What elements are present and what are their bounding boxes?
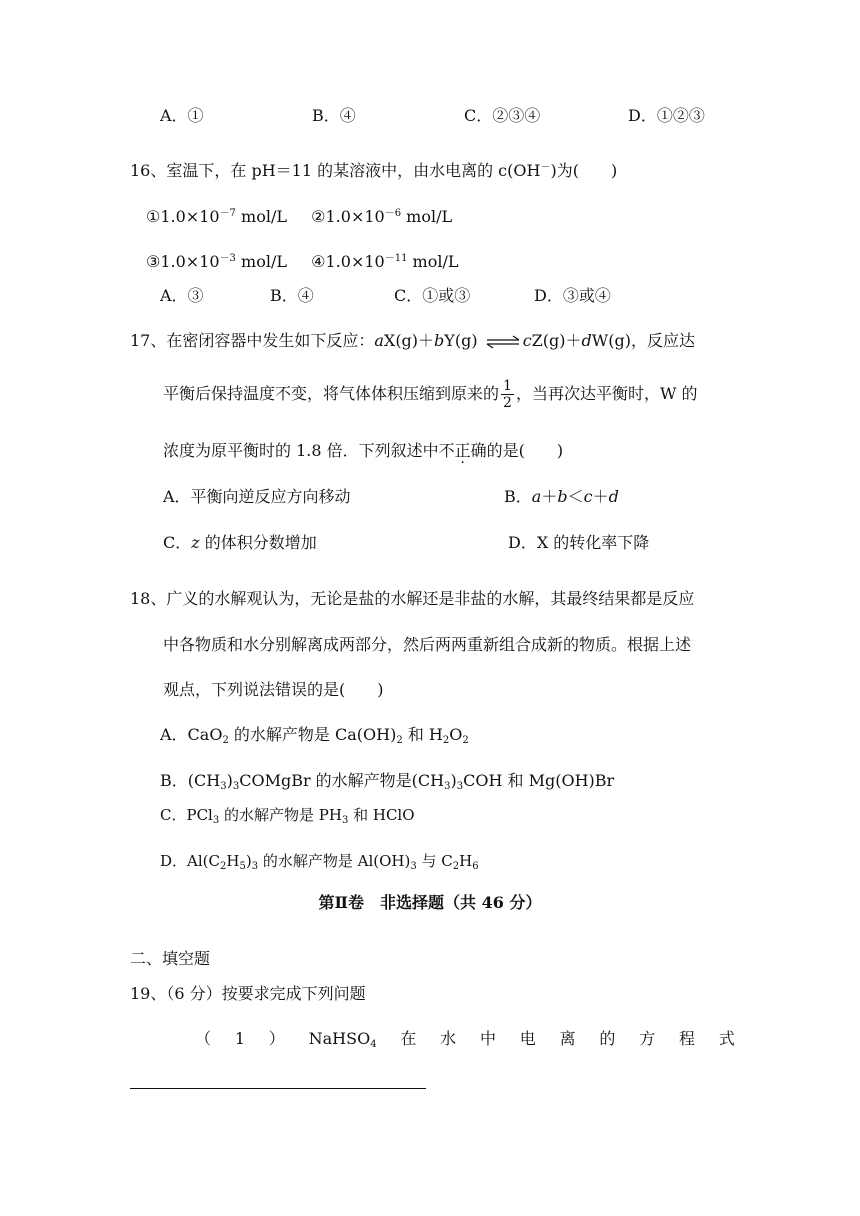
q16-option-a: A．③: [160, 286, 204, 305]
q18-stem-line-1: 18、广义的水解观认为，无论是盐的水解还是非盐的水解，其最终结果都是反应: [130, 589, 695, 608]
q19-part-1: （ 1 ） NaHSO$_4$ 在 水 中 电 离 的 方 程 式: [195, 1029, 735, 1050]
q17-stem-line-2: 平衡后保持温度不变，将气体体积压缩到原来的 $\frac{1}{2}$ ，当再次达平衡时，W 的: [163, 378, 698, 411]
q19-heading: 19、（6 分）按要求完成下列问题: [130, 984, 366, 1003]
q18-option-a: A．CaO$_2$ 的水解产物是 $Ca(OH)_2$ 和 $H_2O_2$: [160, 725, 469, 746]
fraction-one-half: $\frac{1}{2}$: [503, 378, 512, 411]
q17-option-b: B．a＋b＜c＋d: [504, 487, 619, 506]
q17-stem-line-3: 浓度为原平衡时的 1.8 倍．下列叙述中不正确的是( ): [163, 441, 564, 460]
section-2-title: 第Ⅱ卷 非选择题（共 46 分）: [318, 893, 542, 912]
q18-option-b: B．$(CH_3)_3COMgBr$ 的水解产物是$(CH_3)_3COH$ 和 Mg(OH)Br: [160, 771, 615, 792]
q18-option-c: C．PCl$_3$ 的水解产物是 $PH_3$ 和 HClO: [160, 806, 415, 826]
q18-stem-line-2: 中各物质和水分别解离成两部分，然后两两重新组合成新的物质。根据上述: [163, 635, 692, 654]
q15-option-c: C．②③④: [464, 106, 541, 125]
q16-option-c: C．①或③: [394, 286, 471, 305]
q18-option-d: D．$Al(C_2H_5)_3$ 的水解产物是 $Al(OH)_3$ 与 $C_2H_6$: [160, 852, 479, 872]
answer-blank-line[interactable]: [130, 1088, 426, 1089]
q17-option-d: D．X 的转化率下降: [508, 533, 650, 552]
q17-stem-line-1: 17、在密闭容器中发生如下反应：aX(g)＋bY(g) cZ(g)＋dW(g)，反应达: [130, 331, 695, 350]
q18-stem-line-3: 观点，下列说法错误的是( ): [163, 680, 384, 699]
q15-option-d: D．①②③: [628, 106, 705, 125]
q17-option-c: C．z 的体积分数增加: [163, 533, 317, 552]
q16-stem: 16、室温下，在 pH＝11 的某溶液中，由水电离的 c(OH－)为( ): [130, 161, 618, 180]
equilibrium-arrow-icon: [485, 335, 521, 349]
q15-option-b: B．④: [312, 106, 356, 125]
emphasis-not-correct: 不正确: [438, 441, 487, 460]
q16-option-b: B．④: [270, 286, 314, 305]
q16-option-d: D．③或④: [534, 286, 611, 305]
q16-choices-row-2: $③1.0\times 10^{-3}$ mol/L $④1.0\times 10^{-11}$ mol/L: [146, 252, 459, 271]
q16-choices-row-1: $①1.0\times 10^{-7}$ mol/L $②1.0\times 10^{-6}$ mol/L: [146, 207, 453, 226]
section-2-part-heading: 二、填空题: [130, 949, 211, 968]
q17-option-a: A．平衡向逆反应方向移动: [163, 487, 351, 506]
q15-option-a: A．①: [160, 106, 204, 125]
